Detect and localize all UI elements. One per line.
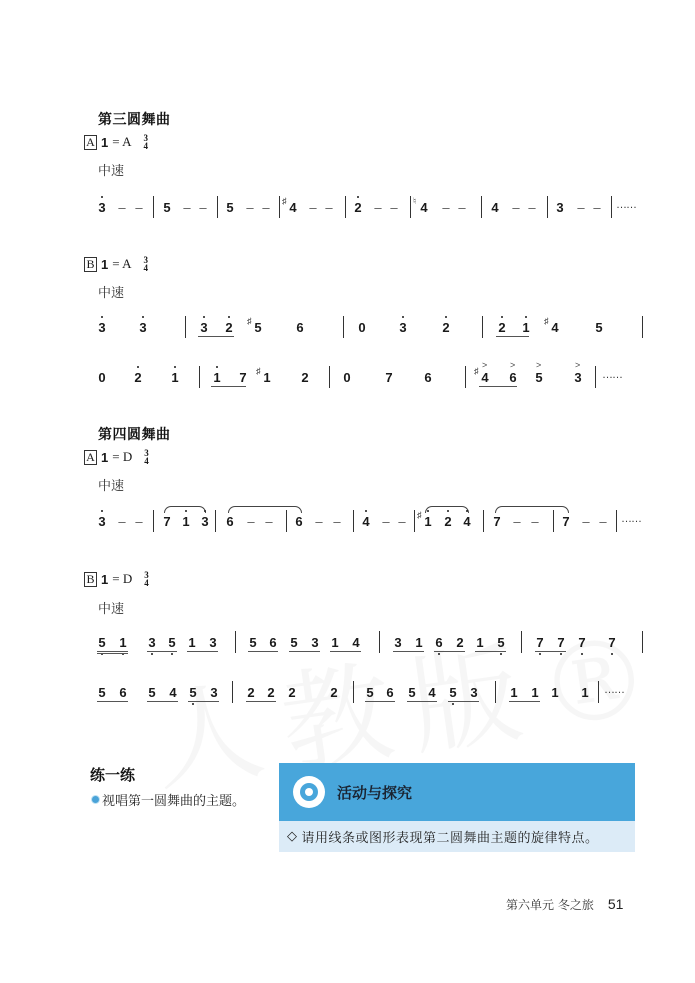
note: 7 [493,514,501,529]
note: 1 [476,635,484,650]
note: 4 [169,685,177,700]
barline [153,510,154,532]
note: 5 [254,320,262,335]
note: 3 [556,200,564,215]
note: 5 [449,685,457,700]
underline-beam [365,701,395,702]
note: 4 [481,370,489,385]
note: 4 [362,514,370,529]
dash: – [333,514,341,529]
tempo-marking: 中速 [98,164,125,179]
dash: – [199,200,207,215]
note: 6 [435,635,443,650]
dance4-b-line1 [92,627,652,657]
barline [616,510,617,532]
barline [410,196,411,218]
slur [495,506,569,513]
accent-mark: > [510,360,516,370]
note: 6 [269,635,277,650]
sharp-sign: ♯ [417,510,422,520]
underline-beam [509,701,540,702]
accent-mark: > [575,360,581,370]
underline-beam [248,651,278,652]
note: 6 [119,685,127,700]
dance3-title: 第三圆舞曲 [98,111,171,127]
underline-beam [187,651,218,652]
barline [353,510,354,532]
note: 4 [551,320,559,335]
barline [553,510,554,532]
barline [495,681,496,703]
note: 7 [536,635,544,650]
note: 4 [420,200,428,215]
sharp-sign: ♯ [544,316,549,326]
note: 2 [330,685,338,700]
key-signature: = A [112,256,132,271]
note: 2 [442,320,450,335]
dash: – [135,514,143,529]
activity-header [279,763,635,821]
note: 1 [171,370,179,385]
barline [343,316,344,338]
dash: – [262,200,270,215]
note: 5 [168,635,176,650]
note: 1 [415,635,423,650]
dash: – [382,514,390,529]
note: 2 [225,320,233,335]
underline-beam [198,336,234,337]
note: 4 [491,200,499,215]
note: 2 [301,370,309,385]
barline [598,681,599,703]
section-a-label: A [84,135,97,150]
barline [215,510,216,532]
note: 3 [311,635,319,650]
note: 5 [595,320,603,335]
activity-body [279,821,635,852]
note: 3 [148,635,156,650]
note: 3 [200,320,208,335]
note: 2 [267,685,275,700]
note: 7 [239,370,247,385]
barline [547,196,548,218]
note: 5 [148,685,156,700]
barline [217,196,218,218]
underline-beam [97,651,128,652]
dash: – [118,200,126,215]
note: 3 [210,685,218,700]
barline [279,196,280,218]
practice-item-text: 视唱第一圆舞曲的主题。 [102,794,246,809]
underline-beam [211,386,246,387]
dash: – [577,200,585,215]
dash: – [512,200,520,215]
sharp-sign: ♯ [474,366,479,376]
barline [185,316,186,338]
note: 7 [385,370,393,385]
dash: – [325,200,333,215]
note: 6 [295,514,303,529]
dash: – [390,200,398,215]
ellipsis: …… [621,513,641,525]
note: 5 [290,635,298,650]
note: 6 [386,685,394,700]
note: 3 [394,635,402,650]
barline [595,366,596,388]
note: 1 [531,685,539,700]
note: 7 [608,635,616,650]
dash: – [265,514,273,529]
key-one: 1 [101,134,109,150]
note: 3 [399,320,407,335]
note: 5 [189,685,197,700]
note: 3 [98,320,106,335]
ellipsis: …… [602,369,622,381]
note: 1 [182,514,190,529]
dash: – [528,200,536,215]
underline-beam [535,651,566,652]
note: 5 [497,635,505,650]
note: 3 [470,685,478,700]
underline-beam [147,701,178,702]
practice-item [92,790,245,809]
note: 1 [213,370,221,385]
note: 1 [188,635,196,650]
dance4-b-line2 [92,677,652,707]
barline [353,681,354,703]
note: 3 [201,514,209,529]
slur [228,506,302,513]
note: 1 [581,685,589,700]
key-one: 1 [101,256,109,272]
barline [482,316,483,338]
activity-title: 活动与探究 [337,785,413,802]
page-number: 51 [607,896,624,912]
section-b-label: B [84,572,97,587]
section-a-label: A [84,450,97,465]
note: 5 [408,685,416,700]
dash: – [183,200,191,215]
underline-beam [188,701,219,702]
note: 6 [226,514,234,529]
dash: – [582,514,590,529]
dash: – [442,200,450,215]
note: 1 [331,635,339,650]
note: 1 [522,320,530,335]
dash: – [599,514,607,529]
tempo-marking: 中速 [98,602,125,617]
sharp-sign: ♯ [282,196,287,206]
practice-title: 练一练 [90,767,136,784]
bullet-dot-icon [92,796,99,803]
note: 5 [163,200,171,215]
unit-label: 第六单元 冬之旅 [506,898,594,912]
dance3-a-line1 [92,192,652,222]
note: 2 [444,514,452,529]
time-signature: 3 4 [144,570,149,588]
ellipsis: …… [616,199,636,211]
time-signature: 3 4 [143,133,148,151]
dash: – [309,200,317,215]
accent-mark: > [482,360,488,370]
note: 3 [98,514,106,529]
underline-beam [434,651,465,652]
barline [286,510,287,532]
note: 5 [366,685,374,700]
underline-beam [97,653,128,654]
underline-beam [407,701,437,702]
tempo-marking: 中速 [98,286,125,301]
note: 0 [358,320,366,335]
note: 0 [343,370,351,385]
dash: – [118,514,126,529]
dash: – [513,514,521,529]
note: 3 [209,635,217,650]
dash: – [593,200,601,215]
note: 6 [296,320,304,335]
key-signature: = A [112,134,132,149]
tempo-marking: 中速 [98,479,125,494]
note: 2 [134,370,142,385]
natural-sign: ♮ [413,196,417,206]
note: 2 [456,635,464,650]
underline-beam [479,386,517,387]
dance3-b-keyline [84,256,148,272]
note: 2 [247,685,255,700]
section-b-label: B [84,257,97,272]
note: 3 [574,370,582,385]
note: 3 [139,320,147,335]
note: 5 [535,370,543,385]
note: 4 [428,685,436,700]
barline [345,196,346,218]
barline [642,631,643,653]
note: 1 [119,635,127,650]
underline-beam [289,651,320,652]
key-signature: = D [112,449,133,464]
underline-beam [147,651,177,652]
dance3-b-line1 [92,312,652,342]
note: 1 [510,685,518,700]
barline [199,366,200,388]
time-signature: 3 4 [143,255,148,273]
note: 3 [98,200,106,215]
note: 5 [226,200,234,215]
diamond-bullet-icon: ◇ [287,829,298,844]
dance3-a-keyline [84,134,148,150]
note: 6 [424,370,432,385]
barline [521,631,522,653]
key-one: 1 [101,449,109,465]
activity-target-icon [293,776,325,808]
underline-beam [330,651,361,652]
ellipsis: …… [604,684,624,696]
barline [465,366,466,388]
note: 2 [498,320,506,335]
barline [329,366,330,388]
dash: – [135,200,143,215]
page-footer [506,896,623,913]
underline-beam [393,651,424,652]
barline [235,631,236,653]
underline-beam [448,701,479,702]
barline [611,196,612,218]
note: 7 [557,635,565,650]
sharp-sign: ♯ [247,316,252,326]
sharp-sign: ♯ [256,366,261,376]
note: 4 [463,514,471,529]
barline [232,681,233,703]
note: 6 [509,370,517,385]
note: 1 [551,685,559,700]
note: 1 [424,514,432,529]
underline-beam [496,336,529,337]
dance3-b-line2 [92,362,652,392]
note: 7 [562,514,570,529]
barline [153,196,154,218]
activity-task-text: 请用线条或图形表现第二圆舞曲主题的旋律特点。 [301,831,599,846]
note: 5 [98,635,106,650]
dash: – [374,200,382,215]
underline-beam [246,701,276,702]
underline-beam [97,701,128,702]
key-one: 1 [101,571,109,587]
note: 5 [98,685,106,700]
note: 7 [578,635,586,650]
dash: – [315,514,323,529]
time-signature: 3 4 [144,448,149,466]
dash: – [246,200,254,215]
dash: – [247,514,255,529]
note: 0 [98,370,106,385]
barline [481,196,482,218]
note: 1 [263,370,271,385]
barline [414,510,415,532]
note: 7 [163,514,171,529]
barline [379,631,380,653]
note: 5 [249,635,257,650]
dash: – [398,514,406,529]
dash: – [531,514,539,529]
dance4-b-keyline [84,571,149,587]
barline [642,316,643,338]
underline-beam [475,651,506,652]
dash: – [458,200,466,215]
key-signature: = D [112,571,133,586]
note: 2 [288,685,296,700]
dance4-a-keyline [84,449,149,465]
note: 2 [354,200,362,215]
dance4-title: 第四圆舞曲 [98,426,171,442]
activity-box [279,763,635,852]
note: 4 [289,200,297,215]
barline [483,510,484,532]
note: 4 [352,635,360,650]
accent-mark: > [536,360,542,370]
dance4-a-line1 [92,506,652,536]
